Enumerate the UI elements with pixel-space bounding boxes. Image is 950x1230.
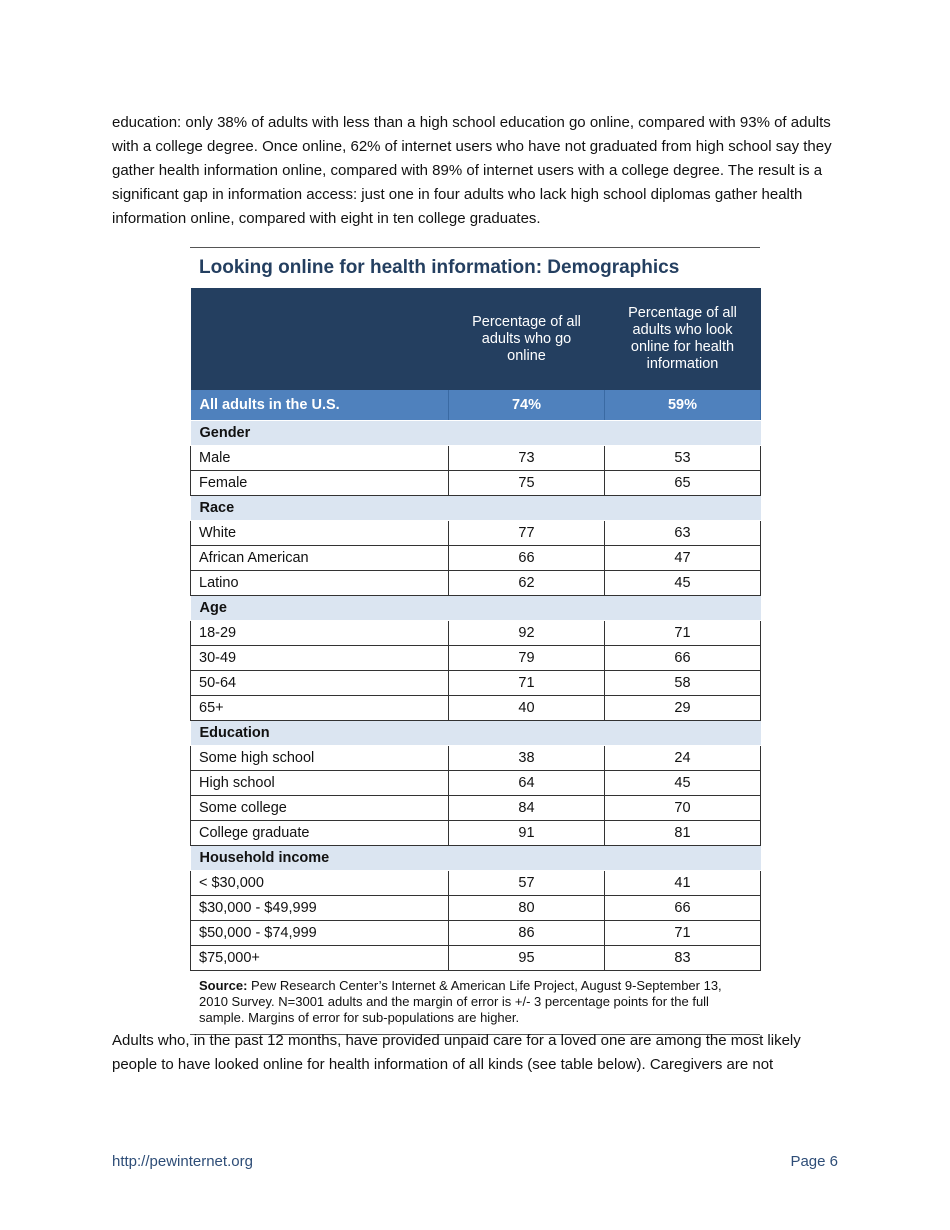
table-row: [191, 621, 761, 646]
value-health-info: 63: [605, 521, 761, 546]
value-health-info: 59%: [605, 390, 761, 421]
table-row: [191, 671, 761, 696]
value-go-online: 92: [449, 621, 605, 646]
row-label: High school: [191, 771, 449, 796]
table-row: [191, 646, 761, 671]
table-row: [191, 471, 761, 496]
category-row: [191, 721, 761, 746]
row-label: Some college: [191, 796, 449, 821]
value-go-online: 75: [449, 471, 605, 496]
table-row: [191, 946, 761, 971]
category-label: Household income: [191, 846, 761, 871]
body-paragraph-top: education: only 38% of adults with less than a high school education go online, compared with 93% of adults with a college degree. Once online, 62% of internet users who have not graduated from high school say they gather health information online, compared with 89% of internet users with a college degree. The result is a significant gap in information access: just one in four adults who lack high school diplomas gather health information online, compared with eight in ten college graduates.: [112, 114, 832, 227]
table-row: [191, 921, 761, 946]
row-label: College graduate: [191, 821, 449, 846]
category-label: Education: [191, 721, 761, 746]
table-row: [191, 771, 761, 796]
category-row: [191, 596, 761, 621]
category-label: Gender: [191, 421, 761, 446]
table-row: [191, 871, 761, 896]
all-adults-row: [191, 390, 761, 421]
value-go-online: 62: [449, 571, 605, 596]
row-label: 50-64: [191, 671, 449, 696]
value-go-online: 57: [449, 871, 605, 896]
table-row: [191, 746, 761, 771]
row-label: Some high school: [191, 746, 449, 771]
value-go-online: 86: [449, 921, 605, 946]
footer-page-number: Page 6: [790, 1153, 838, 1170]
source-text: Pew Research Center’s Internet & American Life Project, August 9-September 13, 2010 Survey. N=3001 adults and the margin of error is +/- 3 percentage points for the full sample. Margins of error for sub-populations are higher.: [199, 978, 722, 1025]
category-row: [191, 421, 761, 446]
value-go-online: 74%: [449, 390, 605, 421]
value-health-info: 70: [605, 796, 761, 821]
row-label: 18-29: [191, 621, 449, 646]
header-cell-health-info: Percentage of all adults who look online for health information: [605, 288, 761, 390]
value-health-info: 47: [605, 546, 761, 571]
row-label: $50,000 - $74,999: [191, 921, 449, 946]
value-health-info: 83: [605, 946, 761, 971]
footer-url-link[interactable]: http://pewinternet.org: [112, 1153, 253, 1170]
value-health-info: 45: [605, 771, 761, 796]
value-go-online: 40: [449, 696, 605, 721]
value-health-info: 53: [605, 446, 761, 471]
header-cell-go-online: Percentage of all adults who go online: [449, 288, 605, 390]
value-go-online: 80: [449, 896, 605, 921]
value-health-info: 71: [605, 921, 761, 946]
table-row: [191, 546, 761, 571]
value-health-info: 24: [605, 746, 761, 771]
demographics-table: [190, 288, 761, 971]
body-paragraph-bottom: Adults who, in the past 12 months, have provided unpaid care for a loved one are among the most likely people to have looked online for health information of all kinds (see table below). Caregivers are not: [112, 1032, 801, 1073]
row-label: < $30,000: [191, 871, 449, 896]
table-row: [191, 571, 761, 596]
row-label: Male: [191, 446, 449, 471]
source-note: [190, 971, 760, 1035]
row-label: $75,000+: [191, 946, 449, 971]
row-label: Female: [191, 471, 449, 496]
row-label: 30-49: [191, 646, 449, 671]
category-row: [191, 846, 761, 871]
value-go-online: 95: [449, 946, 605, 971]
category-label: Race: [191, 496, 761, 521]
row-label: All adults in the U.S.: [191, 390, 449, 421]
row-label: African American: [191, 546, 449, 571]
row-label: Latino: [191, 571, 449, 596]
value-go-online: 38: [449, 746, 605, 771]
value-health-info: 66: [605, 646, 761, 671]
demographics-table-block: [190, 247, 760, 1035]
value-go-online: 84: [449, 796, 605, 821]
table-row: [191, 696, 761, 721]
table-row: [191, 446, 761, 471]
value-health-info: 81: [605, 821, 761, 846]
header-cell-blank: [191, 288, 449, 390]
table-row: [191, 821, 761, 846]
row-label: 65+: [191, 696, 449, 721]
value-go-online: 66: [449, 546, 605, 571]
table-header-row: [191, 288, 761, 390]
value-go-online: 64: [449, 771, 605, 796]
table-row: [191, 896, 761, 921]
source-label: Source:: [199, 978, 248, 993]
value-health-info: 65: [605, 471, 761, 496]
table-title: Looking online for health information: Demographics: [199, 257, 680, 278]
value-health-info: 41: [605, 871, 761, 896]
value-health-info: 58: [605, 671, 761, 696]
table-row: [191, 796, 761, 821]
value-go-online: 91: [449, 821, 605, 846]
value-health-info: 45: [605, 571, 761, 596]
row-label: White: [191, 521, 449, 546]
table-row: [191, 521, 761, 546]
category-label: Age: [191, 596, 761, 621]
value-go-online: 77: [449, 521, 605, 546]
value-health-info: 29: [605, 696, 761, 721]
value-go-online: 79: [449, 646, 605, 671]
value-go-online: 73: [449, 446, 605, 471]
value-health-info: 66: [605, 896, 761, 921]
category-row: [191, 496, 761, 521]
value-go-online: 71: [449, 671, 605, 696]
value-health-info: 71: [605, 621, 761, 646]
row-label: $30,000 - $49,999: [191, 896, 449, 921]
